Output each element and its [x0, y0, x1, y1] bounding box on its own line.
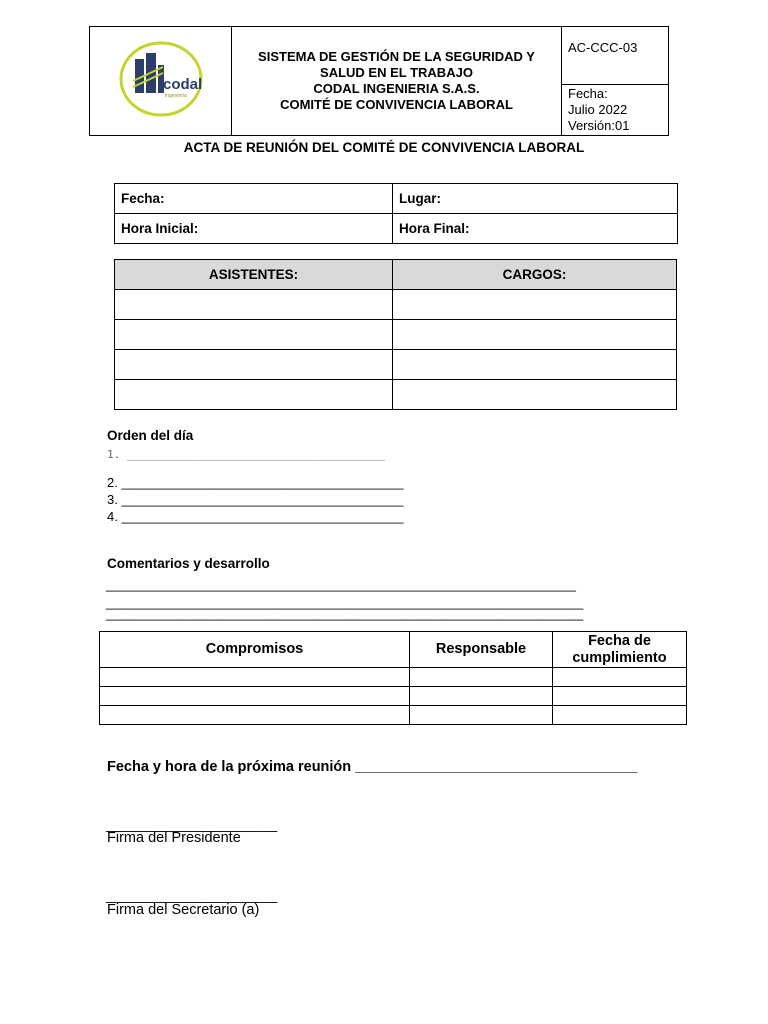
commitment-cell[interactable]: [100, 706, 410, 725]
attendee-cell[interactable]: [115, 290, 393, 320]
logo-cell: [90, 27, 232, 136]
compromisos-header: Compromisos: [100, 632, 410, 668]
document-header: [89, 26, 669, 136]
codal-logo-icon: [119, 41, 203, 117]
fecha-cumplimiento-header: [553, 632, 687, 668]
fecha-cell[interactable]: [553, 687, 687, 706]
agenda-item[interactable]: 1. _______________________________________: [107, 448, 386, 461]
agenda-item[interactable]: 4. _______________________________________: [107, 509, 404, 524]
cargos-header: CARGOS:: [393, 260, 677, 290]
header-title: [232, 27, 562, 136]
cargo-cell[interactable]: [393, 290, 677, 320]
secretary-signature-line[interactable]: ______________________: [106, 887, 278, 903]
responsable-cell[interactable]: [410, 668, 553, 687]
hora-final-field[interactable]: Hora Final:: [393, 214, 678, 244]
comment-line[interactable]: __________________________________________________________________: [106, 595, 584, 610]
next-meeting-field[interactable]: Fecha y hora de la próxima reunión ___________________________________: [107, 759, 638, 775]
comments-title: Comentarios y desarrollo: [107, 556, 270, 571]
logo-subtext: ingeniería: [164, 92, 187, 99]
header-title-line: COMITÉ DE CONVIVENCIA LABORAL: [280, 97, 513, 112]
fecha-value: Julio 2022: [568, 102, 628, 117]
attendees-table: [114, 259, 677, 410]
document-code: AC-CCC-03: [562, 27, 669, 85]
commitment-cell[interactable]: [100, 687, 410, 706]
comment-line[interactable]: __________________________________________________________________: [106, 606, 584, 621]
cargo-cell[interactable]: [393, 380, 677, 410]
commitments-table: [99, 631, 687, 725]
president-signature-label: Firma del Presidente: [107, 830, 241, 846]
responsable-cell[interactable]: [410, 706, 553, 725]
agenda-title: Orden del día: [107, 428, 194, 443]
fecha-cumplimiento-line1: Fecha de: [588, 632, 651, 649]
header-title-line: SISTEMA DE GESTIÓN DE LA SEGURIDAD Y: [258, 49, 535, 64]
meeting-info-table: [114, 183, 678, 244]
hora-inicial-field[interactable]: Hora Inicial:: [115, 214, 393, 244]
cargo-cell[interactable]: [393, 350, 677, 380]
fecha-field[interactable]: Fecha:: [115, 184, 393, 214]
fecha-cell[interactable]: [553, 706, 687, 725]
secretary-signature-label: Firma del Secretario (a): [107, 902, 260, 918]
agenda-item[interactable]: 3. _______________________________________: [107, 492, 404, 507]
responsable-cell[interactable]: [410, 687, 553, 706]
lugar-field[interactable]: Lugar:: [393, 184, 678, 214]
attendee-cell[interactable]: [115, 380, 393, 410]
header-title-line: CODAL INGENIERIA S.A.S.: [313, 81, 480, 96]
agenda-item[interactable]: 2. _______________________________________: [107, 475, 404, 490]
cargo-cell[interactable]: [393, 320, 677, 350]
fecha-cumplimiento-line2: cumplimiento: [572, 649, 667, 666]
fecha-label: Fecha:: [568, 86, 608, 101]
responsable-header: Responsable: [410, 632, 553, 668]
commitment-cell[interactable]: [100, 668, 410, 687]
attendee-cell[interactable]: [115, 320, 393, 350]
president-signature-line[interactable]: ______________________: [106, 816, 278, 832]
fecha-cell[interactable]: [553, 668, 687, 687]
document-title: ACTA DE REUNIÓN DEL COMITÉ DE CONVIVENCIA LABORAL: [183, 140, 585, 155]
header-title-line: SALUD EN EL TRABAJO: [320, 65, 473, 80]
attendee-cell[interactable]: [115, 350, 393, 380]
comment-line[interactable]: _________________________________________________________________: [106, 577, 576, 592]
version-label: Versión:01: [568, 118, 630, 133]
document-version-info: [562, 85, 669, 136]
logo-text: codal: [162, 75, 202, 93]
asistentes-header: ASISTENTES:: [115, 260, 393, 290]
